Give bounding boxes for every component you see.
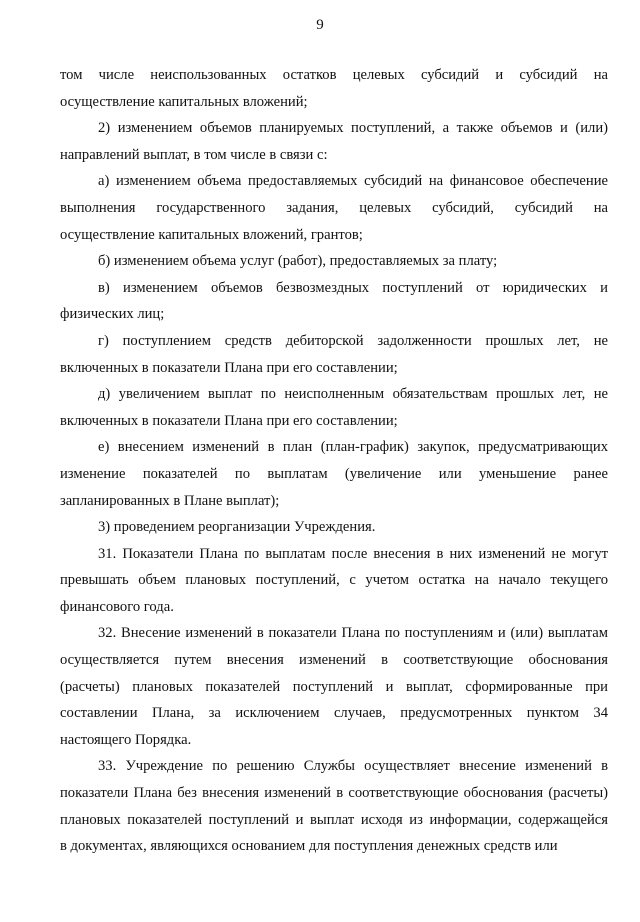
text-line: 31. Показатели Плана по выплатам после внесения в них изменений не могут [98,545,608,562]
paragraph [60,514,608,541]
text-line: г) поступлением средств дебиторской задолженности прошлых лет, не [98,332,608,349]
text-line: д) увеличением выплат по неисполненным обязательствам прошлых лет, не [98,386,608,403]
document-body [60,62,608,860]
paragraph [60,115,608,168]
text-line: осуществление капитальных вложений, грантов; [60,226,363,243]
text-line: направлений выплат, в том числе в связи с: [60,146,328,163]
paragraph [60,168,608,248]
paragraph [60,248,608,275]
text-line: 2) изменением объемов планируемых поступлений, а также объемов и (или) [98,120,608,137]
paragraph [60,328,608,381]
paragraph [60,620,608,753]
paragraph [60,275,608,328]
text-line: настоящего Порядка. [60,731,192,748]
text-line: в документах, являющихся основанием для поступления денежных средств или [60,838,558,855]
text-line: 33. Учреждение по решению Службы осуществляет внесение изменений в [98,758,608,775]
text-line: 32. Внесение изменений в показатели Плана по поступлениям и (или) выплатам [98,625,608,642]
text-line: включенных в показатели Плана при его составлении; [60,359,398,376]
paragraph [60,753,608,859]
text-line: 3) проведением реорганизации Учреждения. [98,519,376,536]
text-line: изменение показателей по выплатам (увеличение или уменьшение ранее [60,465,608,482]
text-line: составлении Плана, за исключением случаев, предусмотренных пунктом 34 [60,705,608,722]
text-line: осуществление капитальных вложений; [60,93,308,110]
paragraph [60,541,608,621]
text-line: выполнения государственного задания, целевых субсидий, субсидий на [60,199,608,216]
text-line: финансового года. [60,598,174,615]
page-number: 9 [316,17,324,33]
text-line: е) внесением изменений в план (план-график) закупок, предусматривающих [98,439,608,456]
text-line: превышать объем плановых поступлений, с учетом остатка на начало текущего [60,572,608,589]
text-line: том числе неиспользованных остатков целевых субсидий и субсидий на [60,67,608,83]
paragraph [60,381,608,434]
text-line: (расчеты) плановых показателей поступлений и выплат, сформированные при [60,678,608,695]
text-line: включенных в показатели Плана при его составлении; [60,412,398,429]
text-line: физических лиц; [60,306,165,323]
text-line: осуществляется путем внесения изменений в соответствующие обоснования [60,652,608,669]
text-line: показатели Плана без внесения изменений в соответствующие обоснования (расчеты) [60,785,608,802]
paragraph [60,62,608,115]
text-line: а) изменением объема предоставляемых субсидий на финансовое обеспечение [98,173,608,190]
text-line: плановых показателей поступлений и выплат исходя из информации, содержащейся [60,811,608,828]
text-line: в) изменением объемов безвозмездных поступлений от юридических и [98,279,608,296]
text-line: б) изменением объема услуг (работ), предоставляемых за плату; [98,253,498,270]
paragraph [60,434,608,514]
text-line: запланированных в Плане выплат); [60,492,280,509]
